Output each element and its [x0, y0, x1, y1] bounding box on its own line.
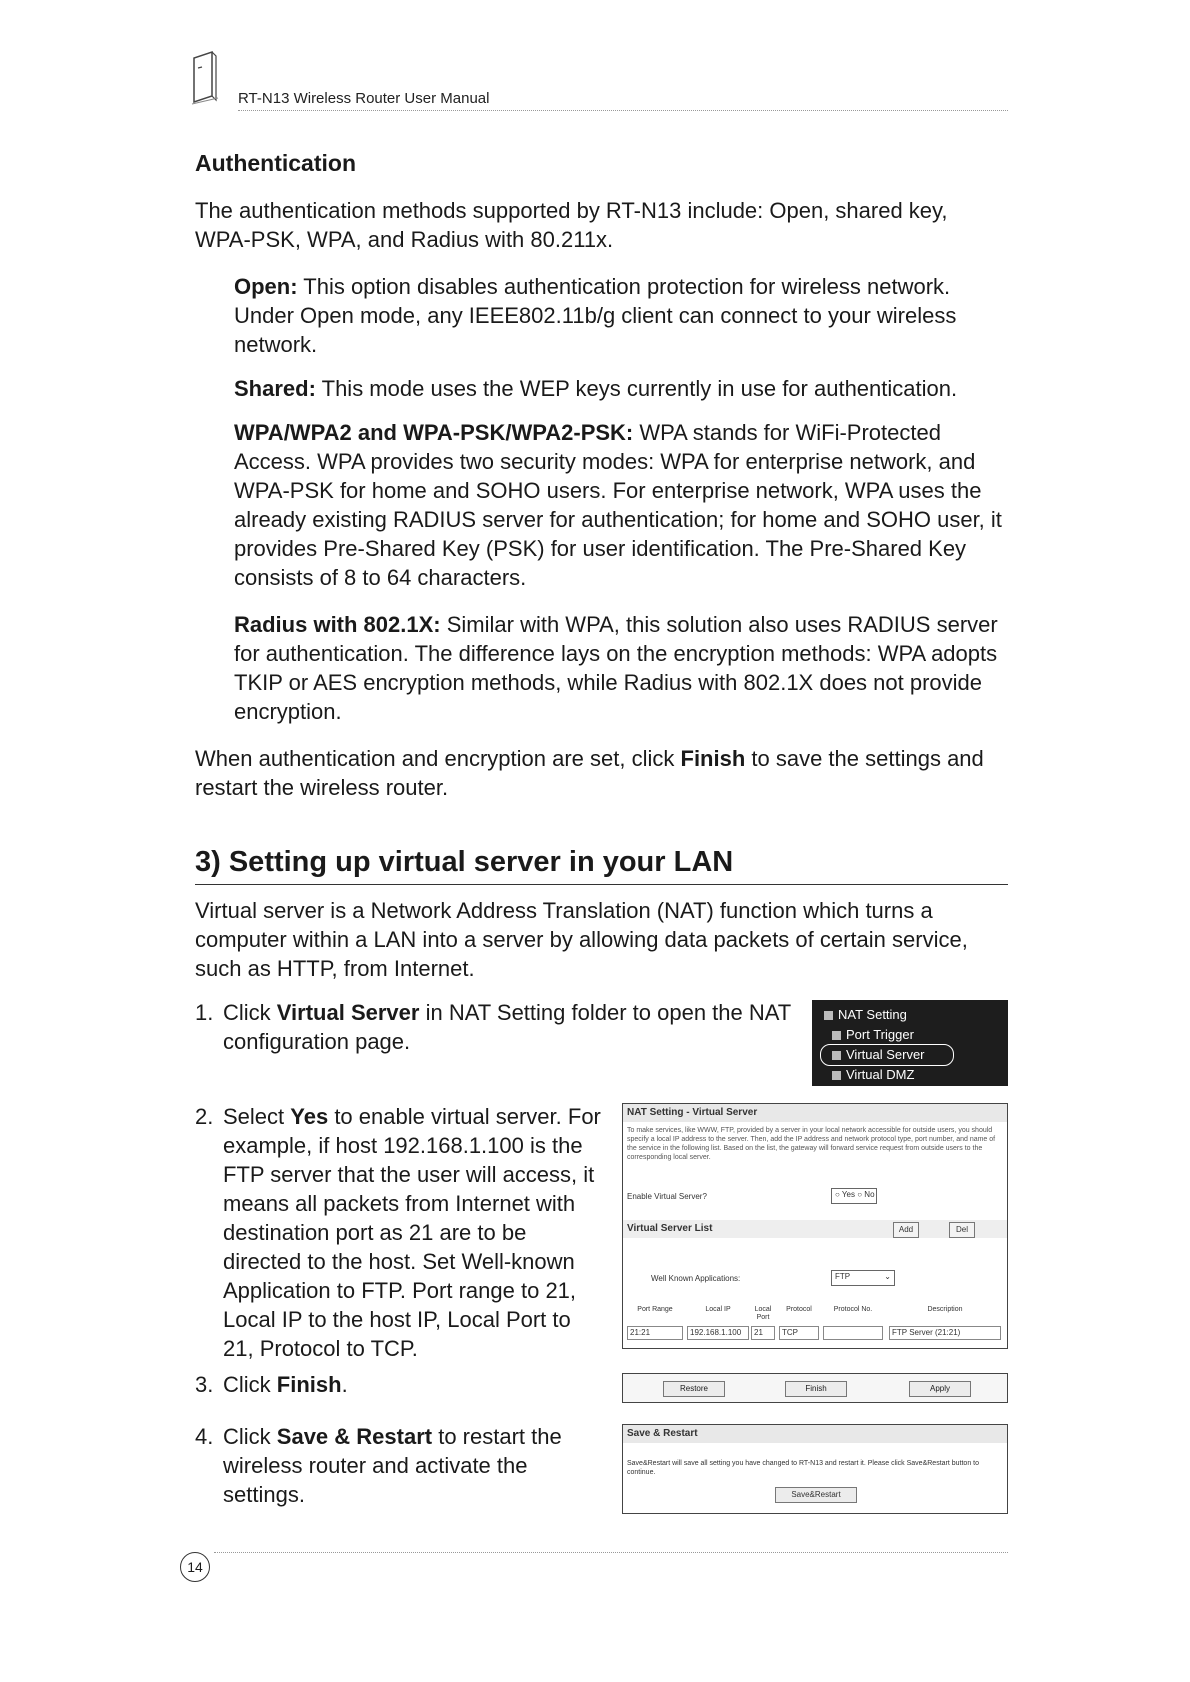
open-text: This option disables authentication protection for wireless network. Under Open mode, any IEEE802.11b/g client can connect to your wireless network. — [234, 274, 957, 357]
wpa-paragraph — [234, 418, 1009, 592]
wka-label: Well Known Applications: — [651, 1274, 741, 1283]
finish-bar — [622, 1373, 1008, 1403]
col-port-range: Port Range — [637, 1306, 673, 1313]
panel-description: To make services, like WWW, FTP, provided by a server in your local network accessible for outside users, you should specify a local IP address to the server. Then, add the IP address and network protocol type, port number, and name of the service in the following list. Based on the list, the gateway will forward service request from outside users to the corresponding local server. — [627, 1127, 996, 1161]
local-ip-input[interactable]: 192.168.1.100 — [687, 1326, 749, 1340]
col-protocol: Protocol — [786, 1306, 812, 1313]
enable-label: Enable Virtual Server? — [627, 1192, 707, 1201]
protocol-select[interactable]: TCP — [779, 1326, 819, 1340]
col-local-port: Local Port — [754, 1306, 772, 1321]
menu-item-virtual-server[interactable]: Virtual Server — [832, 1046, 925, 1064]
restore-button[interactable]: Restore — [663, 1381, 725, 1397]
radius-paragraph — [234, 610, 1009, 726]
save-restart-button[interactable]: Save&Restart — [775, 1487, 857, 1503]
open-term: Open: — [234, 274, 298, 299]
shared-text: This mode uses the WEP keys currently in use for authentication. — [315, 376, 958, 401]
menu-item-port-trigger[interactable]: Port Trigger — [832, 1026, 914, 1044]
protocol-no-input[interactable] — [823, 1326, 883, 1340]
save-panel-title: Save & Restart — [623, 1425, 1007, 1443]
finish-term: Finish — [680, 746, 746, 771]
manual-title: RT-N13 Wireless Router User Manual — [238, 90, 490, 107]
router-icon — [190, 48, 220, 106]
open-paragraph — [234, 272, 1009, 359]
radius-text: Similar with WPA, this solution also uses RADIUS server for authentication. The difference lays on the encryption methods: WPA adopts TKIP or AES encryption methods, while Radius with 802.1X does not provide encryption. — [234, 612, 998, 724]
no-radio[interactable]: ○ — [857, 1190, 863, 1199]
auth-heading: Authentication — [195, 150, 356, 176]
del-button[interactable]: Del — [949, 1222, 975, 1238]
yes-radio[interactable]: ○ — [835, 1190, 840, 1199]
apply-button[interactable]: Apply — [909, 1381, 971, 1397]
wpa-term: WPA/WPA2 and WPA-PSK/WPA2-PSK: — [234, 420, 634, 445]
port-range-input[interactable]: 21:21 — [627, 1326, 683, 1340]
page-icon — [832, 1051, 841, 1060]
list-title: Virtual Server List — [623, 1220, 1007, 1238]
section-intro: Virtual server is a Network Address Translation (NAT) function which turns a computer within a LAN into a server by allowing data packets of certain service, such as HTTP, from Internet. — [195, 898, 968, 981]
wpa-text: WPA stands for WiFi-Protected Access. WPA provides two security modes: WPA for enterprise network, and WPA-PSK for home and SOHO users. For enterprise network, WPA uses the already existing RADIUS server for authentication; for home and SOHO user, it provides Pre-Shared Key (PSK) for user identification. The Pre-Shared Key consists of 8 to 64 characters. — [234, 420, 1002, 590]
enable-radio-group: ○ Yes ○ No — [831, 1188, 877, 1204]
page-number: 14 — [180, 1552, 210, 1582]
folder-icon — [824, 1011, 833, 1020]
section-heading: 3) Setting up virtual server in your LAN — [195, 846, 734, 878]
col-protocol-no: Protocol No. — [833, 1306, 873, 1313]
wka-select[interactable]: FTP ⌄ — [831, 1270, 895, 1286]
col-local-ip: Local IP — [705, 1306, 731, 1313]
col-description: Description — [927, 1306, 963, 1313]
nat-folder[interactable]: NAT Setting — [824, 1006, 907, 1024]
add-button[interactable]: Add — [893, 1222, 919, 1238]
shared-paragraph — [234, 374, 1009, 403]
auth-intro: The authentication methods supported by RT-N13 include: Open, shared key, WPA-PSK, WPA, and Radius with 80.211x. — [195, 198, 948, 252]
nat-menu-screenshot — [812, 1000, 1008, 1086]
page-icon — [832, 1031, 841, 1040]
radius-term: Radius with 802.1X: — [234, 612, 441, 637]
page-icon — [832, 1071, 841, 1080]
menu-item-virtual-dmz[interactable]: Virtual DMZ — [832, 1066, 914, 1084]
finish-paragraph: When authentication and encryption are set, click Finish to save the settings and restart the wireless router. — [195, 746, 984, 800]
panel-title: NAT Setting - Virtual Server — [623, 1104, 1007, 1122]
finish-button[interactable]: Finish — [785, 1381, 847, 1397]
save-panel-description: Save&Restart will save all setting you have changed to RT-N13 and restart it. Please click Save&Restart button to continue. — [627, 1460, 979, 1476]
description-input[interactable]: FTP Server (21:21) — [889, 1326, 1001, 1340]
shared-term: Shared: — [234, 376, 316, 401]
local-port-input[interactable]: 21 — [751, 1326, 775, 1340]
chevron-down-icon: ⌄ — [884, 1272, 891, 1281]
virtual-server-panel — [622, 1103, 1008, 1349]
header-rule — [238, 110, 1008, 111]
section-rule — [195, 884, 1008, 885]
save-restart-panel — [622, 1424, 1008, 1514]
footer-rule — [214, 1552, 1008, 1553]
